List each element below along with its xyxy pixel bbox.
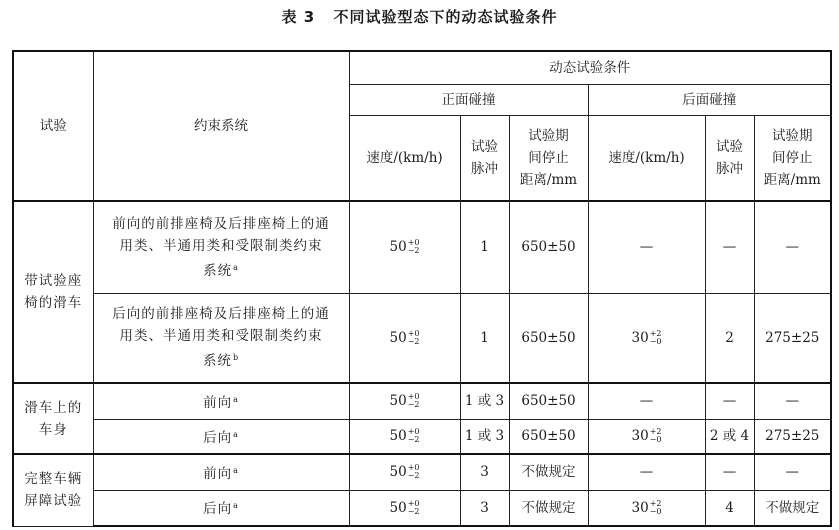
header-frontal: 正面碰撞 [349,84,588,115]
rear-stop-cell: — [754,383,831,419]
rear-stop-cell: — [754,201,831,293]
header-frontal-speed: 速度/(km/h) [349,115,460,201]
restraint-cell: 前向$^a$ [93,383,349,419]
frontal-stop-cell: 不做规定 [509,490,588,526]
header-dynamic-conditions: 动态试验条件 [349,51,831,84]
rear-stop-cell: 275±25 [754,419,831,454]
rear-speed-cell: 30 +2 −0 [588,293,705,383]
restraint-cell: 后向$^a$ [93,490,349,526]
rear-pulse-cell: — [705,383,754,419]
restraint-cell: 后向的前排座椅及后排座椅上的通 用类、半通用类和受限制类约束 系统$^b$ [93,293,349,383]
table-row [13,201,831,293]
table-caption [0,6,839,27]
table-row [13,454,831,490]
header-restraint: 约束系统 [93,51,349,201]
rear-speed-cell: — [588,383,705,419]
frontal-pulse-cell: 1 [460,201,509,293]
test-name-sled-with-seat: 带试验座 椅的滑车 [13,201,93,383]
rear-pulse-cell: 4 [705,490,754,526]
table-number: 表 3 [281,8,316,26]
restraint-cell: 前向$^a$ [93,454,349,490]
test-name-body-on-sled: 滑车上的 车身 [13,383,93,454]
rear-speed-cell: 30 +2 −0 [588,490,705,526]
header-frontal-stop: 试验期 间停止 距离/mm [509,115,588,201]
table-row [13,419,831,454]
frontal-speed-cell: 50 +0 −2 [349,454,460,490]
frontal-stop-cell: 650±50 [509,419,588,454]
rear-pulse-cell: 2 或 4 [705,419,754,454]
rear-speed-cell: 30 +2 −0 [588,419,705,454]
frontal-speed-cell: 50 +0 −2 [349,419,460,454]
rear-stop-cell: 不做规定 [754,490,831,526]
frontal-pulse-cell: 1 [460,293,509,383]
rear-speed-cell: — [588,201,705,293]
frontal-stop-cell: 650±50 [509,201,588,293]
table-row [13,383,831,419]
test-name-full-vehicle-barrier: 完整车辆 屏障试验 [13,454,93,526]
table-title: 不同试验型态下的动态试验条件 [333,8,558,26]
header-test: 试验 [13,51,93,201]
header-frontal-pulse: 试验 脉冲 [460,115,509,201]
header-rear-speed: 速度/(km/h) [588,115,705,201]
restraint-cell: 后向$^a$ [93,419,349,454]
rear-pulse-cell: — [705,454,754,490]
restraint-cell: 前向的前排座椅及后排座椅上的通 用类、半通用类和受限制类约束 系统$^a$ [93,201,349,293]
frontal-stop-cell: 不做规定 [509,454,588,490]
rear-pulse-cell: 2 [705,293,754,383]
frontal-pulse-cell: 3 [460,490,509,526]
frontal-stop-cell: 650±50 [509,293,588,383]
header-rear-pulse: 试验 脉冲 [705,115,754,201]
frontal-speed-cell: 50 +0 −2 [349,383,460,419]
frontal-speed-cell: 50 +0 −2 [349,490,460,526]
header-rear: 后面碰撞 [588,84,831,115]
rear-stop-cell: 275±25 [754,293,831,383]
frontal-pulse-cell: 3 [460,454,509,490]
table-row [13,490,831,526]
frontal-stop-cell: 650±50 [509,383,588,419]
header-rear-stop: 试验期 间停止 距离/mm [754,115,831,201]
dynamic-test-conditions-table [12,50,832,527]
frontal-pulse-cell: 1 或 3 [460,383,509,419]
frontal-speed-cell: 50 +0 −2 [349,293,460,383]
rear-stop-cell: — [754,454,831,490]
frontal-pulse-cell: 1 或 3 [460,419,509,454]
frontal-speed-cell: 50 +0 −2 [349,201,460,293]
rear-pulse-cell: — [705,201,754,293]
table-row [13,293,831,383]
rear-speed-cell: — [588,454,705,490]
